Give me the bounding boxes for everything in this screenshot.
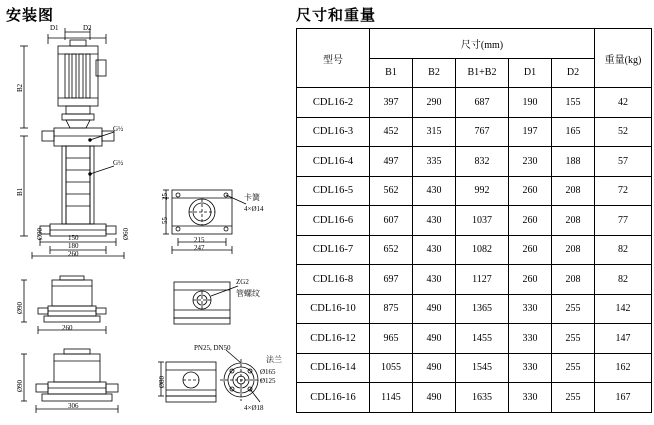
cell-sum: 1635 [456,383,509,413]
cell-weight: 82 [595,235,652,265]
cell-d1: 330 [509,324,552,354]
cell-weight: 142 [595,294,652,324]
cell-b1: 1145 [370,383,413,413]
cell-model: CDL16-2 [297,88,370,118]
cell-model: CDL16-6 [297,206,370,236]
cell-d2: 155 [552,88,595,118]
drawing-mid-left [10,272,140,338]
table-row [297,88,652,118]
label-phi165: Ø165 [260,368,276,376]
mid-left-svg [10,272,140,338]
label-b1: B1 [16,187,24,196]
label-hole-4x18: 4×Ø18 [244,404,264,412]
label-note-clip: 卡簧 [244,193,260,202]
cell-weight: 162 [595,353,652,383]
label-flange-spec: PN25, DN50 [194,344,231,352]
table-row [297,206,652,236]
label-phi60: Ø60 [122,227,130,240]
dimension-table [296,28,652,413]
cell-d2: 208 [552,265,595,295]
cell-b1: 397 [370,88,413,118]
cell-model: CDL16-8 [297,265,370,295]
header-b1: B1 [370,58,413,88]
drawing-main-elevation [10,24,160,259]
cell-weight: 82 [595,265,652,295]
table-header-row-1 [297,29,652,59]
label-h25: 25 [161,193,169,200]
page-title-right: 尺寸和重量 [296,7,377,24]
table-row [297,147,652,177]
cell-b2: 490 [413,383,456,413]
label-phi90-mid: Ø90 [16,301,24,314]
cell-d1: 330 [509,353,552,383]
cell-b1: 452 [370,117,413,147]
cell-sum: 1455 [456,324,509,354]
cell-sum: 1037 [456,206,509,236]
cell-b2: 430 [413,235,456,265]
cell-model: CDL16-5 [297,176,370,206]
cell-b2: 430 [413,206,456,236]
table-row [297,294,652,324]
cell-b1: 652 [370,235,413,265]
header-model: 型号 [297,29,370,88]
cell-sum: 1127 [456,265,509,295]
label-phi80: Ø80 [158,375,166,388]
cell-d1: 260 [509,206,552,236]
label-g-half-upper: G½ [113,125,124,133]
label-phi90: Ø90 [36,227,44,240]
cell-model: CDL16-14 [297,353,370,383]
cell-weight: 167 [595,383,652,413]
label-dim150: 150 [68,234,79,242]
label-phi90-bottom: Ø90 [16,379,24,392]
label-hole-4x14: 4×Ø14 [244,205,264,213]
cell-d2: 208 [552,235,595,265]
cell-b1: 607 [370,206,413,236]
label-w215: 215 [194,236,205,244]
bottom-left-svg [10,344,150,416]
cell-d2: 255 [552,383,595,413]
cell-sum: 992 [456,176,509,206]
label-pipe-thread: 管螺纹 [236,289,260,298]
cell-d1: 260 [509,176,552,206]
cell-b1: 965 [370,324,413,354]
cell-weight: 42 [595,88,652,118]
table-row [297,176,652,206]
label-dim306: 306 [68,402,79,410]
cell-d1: 197 [509,117,552,147]
header-d2: D2 [552,58,595,88]
cell-b2: 490 [413,294,456,324]
cell-sum: 1545 [456,353,509,383]
table-row [297,324,652,354]
cell-b2: 290 [413,88,456,118]
cell-model: CDL16-4 [297,147,370,177]
header-dims-group: 尺寸(mm) [370,29,595,59]
table-row [297,383,652,413]
drawing-baseplate-top [158,182,278,262]
header-b2: B2 [413,58,456,88]
header-sum: B1+B2 [456,58,509,88]
label-zg2: ZG2 [236,278,249,286]
cell-d1: 260 [509,265,552,295]
cell-d1: 330 [509,294,552,324]
cell-d2: 255 [552,324,595,354]
cell-sum: 1365 [456,294,509,324]
label-dim180: 180 [68,242,79,250]
cell-d1: 260 [509,235,552,265]
cell-model: CDL16-7 [297,235,370,265]
cell-sum: 1082 [456,235,509,265]
cell-model: CDL16-3 [297,117,370,147]
mid-right-svg [160,276,270,336]
page-title-left: 安装图 [6,7,55,24]
cell-b1: 875 [370,294,413,324]
cell-weight: 147 [595,324,652,354]
cell-b2: 490 [413,353,456,383]
cell-d2: 165 [552,117,595,147]
cell-d1: 330 [509,383,552,413]
cell-b1: 497 [370,147,413,177]
cell-d2: 188 [552,147,595,177]
cell-model: CDL16-16 [297,383,370,413]
table-row [297,235,652,265]
drawing-mid-right [160,276,270,336]
label-dim260-mid: 260 [62,324,73,332]
cell-b1: 562 [370,176,413,206]
drawing-bottom-left [10,344,150,416]
cell-d2: 208 [552,206,595,236]
cell-b2: 430 [413,265,456,295]
table-row [297,353,652,383]
cell-weight: 52 [595,117,652,147]
cell-model: CDL16-12 [297,324,370,354]
cell-weight: 57 [595,147,652,177]
label-dim260: 260 [68,250,79,258]
label-g-half-lower: G½ [113,159,124,167]
cell-d1: 190 [509,88,552,118]
cell-weight: 77 [595,206,652,236]
label-d2: D2 [83,24,92,32]
table-row [297,265,652,295]
cell-d2: 255 [552,353,595,383]
cell-b1: 1055 [370,353,413,383]
cell-b1: 697 [370,265,413,295]
cell-d2: 208 [552,176,595,206]
cell-b2: 335 [413,147,456,177]
cell-b2: 430 [413,176,456,206]
label-w247: 247 [194,244,205,252]
label-flange-note: 法兰 [266,355,282,364]
drawing-flange-detail [156,344,286,420]
table-row [297,117,652,147]
cell-sum: 687 [456,88,509,118]
label-d1: D1 [50,24,59,32]
label-b2: B2 [16,83,24,92]
header-d1: D1 [509,58,552,88]
cell-weight: 72 [595,176,652,206]
label-h55: 55 [161,217,169,224]
cell-d2: 255 [552,294,595,324]
dimension-table-wrapper [296,28,652,413]
baseplate-top-svg [158,182,278,262]
cell-b2: 490 [413,324,456,354]
header-weight: 重量(kg) [595,29,652,88]
label-phi125: Ø125 [260,377,276,385]
main-elevation-svg [10,24,160,259]
cell-sum: 832 [456,147,509,177]
cell-d1: 230 [509,147,552,177]
cell-b2: 315 [413,117,456,147]
cell-model: CDL16-10 [297,294,370,324]
cell-sum: 767 [456,117,509,147]
